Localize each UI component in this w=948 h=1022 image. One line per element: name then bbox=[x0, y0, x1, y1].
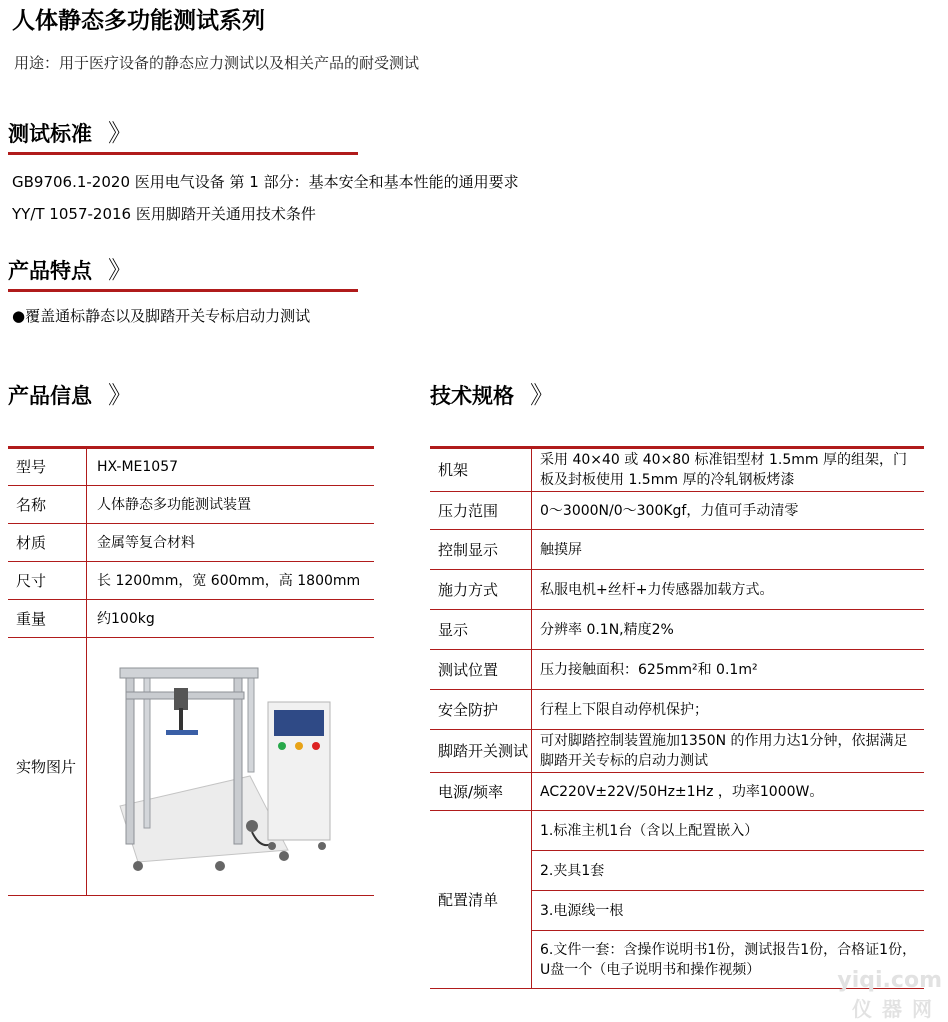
table-row bbox=[8, 562, 374, 600]
standard-item: YY/T 1057-2016 医用脚踏开关通用技术条件 bbox=[12, 205, 316, 223]
product-photo bbox=[87, 638, 375, 896]
standard-item: GB9706.1-2020 医用电气设备 第 1 部分：基本安全和基本性能的通用要求 bbox=[12, 173, 519, 191]
section-specs bbox=[430, 375, 554, 410]
config-item: 3.电源线一根 bbox=[532, 891, 925, 931]
spec-key: 电源/频率 bbox=[430, 773, 532, 811]
table-row bbox=[8, 524, 374, 562]
table-row bbox=[430, 610, 924, 650]
spec-key: 显示 bbox=[430, 610, 532, 650]
config-item: 6.文件一套：含操作说明书1份，测试报告1份，合格证1份，U盘一个（电子说明书和操作视频） bbox=[532, 931, 925, 989]
spec-value: 可对脚踏控制装置施加1350N 的作用力达1分钟，依据满足脚踏开关专标的启动力测试 bbox=[532, 730, 925, 773]
info-key: 名称 bbox=[8, 486, 87, 524]
table-row bbox=[430, 570, 924, 610]
product-info-table bbox=[8, 446, 374, 896]
spec-key: 安全防护 bbox=[430, 690, 532, 730]
page-title: 人体静态多功能测试系列 bbox=[12, 8, 265, 34]
watermark-line2: 仪器网 bbox=[852, 997, 942, 1021]
chevron-right-icon: 》 bbox=[108, 381, 132, 409]
watermark bbox=[837, 968, 942, 1022]
table-row bbox=[430, 492, 924, 530]
info-value: 金属等复合材料 bbox=[87, 524, 375, 562]
table-row bbox=[8, 448, 374, 486]
section-features-title: 产品特点 bbox=[8, 259, 92, 283]
spec-key: 压力范围 bbox=[430, 492, 532, 530]
chevron-right-icon: 》 bbox=[108, 119, 132, 147]
usage-text: 用途：用于医疗设备的静态应力测试以及相关产品的耐受测试 bbox=[14, 54, 420, 72]
divider bbox=[8, 152, 358, 155]
section-features bbox=[8, 250, 132, 285]
spec-value: 采用 40×40 或 40×80 标准铝型材 1.5mm 厚的组架，门板及封板使用 1.5mm 厚的冷轧钢板烤漆 bbox=[532, 448, 925, 492]
table-row bbox=[430, 690, 924, 730]
config-label: 配置清单 bbox=[430, 811, 532, 989]
table-row bbox=[430, 448, 924, 492]
info-value: 人体静态多功能测试装置 bbox=[87, 486, 375, 524]
info-key: 重量 bbox=[8, 600, 87, 638]
section-standards-title: 测试标准 bbox=[8, 122, 92, 146]
spec-key: 机架 bbox=[430, 448, 532, 492]
spec-value: 触摸屏 bbox=[532, 530, 925, 570]
spec-key: 施力方式 bbox=[430, 570, 532, 610]
table-row bbox=[8, 638, 374, 896]
spec-value: 压力接触面积：625mm²和 0.1m² bbox=[532, 650, 925, 690]
divider bbox=[8, 289, 358, 292]
table-row bbox=[430, 730, 924, 773]
spec-key: 脚踏开关测试 bbox=[430, 730, 532, 773]
chevron-right-icon: 》 bbox=[530, 381, 554, 409]
spec-value: 0～3000N/0～300Kgf，力值可手动清零 bbox=[532, 492, 925, 530]
info-value: 长 1200mm，宽 600mm，高 1800mm bbox=[87, 562, 375, 600]
watermark-line1: yiqi.com bbox=[837, 968, 942, 993]
table-row bbox=[430, 811, 924, 851]
spec-key: 测试位置 bbox=[430, 650, 532, 690]
spec-value: 行程上下限自动停机保护； bbox=[532, 690, 925, 730]
section-standards bbox=[8, 113, 132, 148]
section-info bbox=[8, 375, 132, 410]
photo-label: 实物图片 bbox=[8, 638, 87, 896]
info-value: 约100kg bbox=[87, 600, 375, 638]
info-key: 型号 bbox=[8, 448, 87, 486]
section-specs-title: 技术规格 bbox=[430, 384, 514, 408]
info-value: HX-ME1057 bbox=[87, 448, 375, 486]
info-key: 材质 bbox=[8, 524, 87, 562]
chevron-right-icon: 》 bbox=[108, 256, 132, 284]
table-row bbox=[430, 530, 924, 570]
spec-value: 分辨率 0.1N,精度2% bbox=[532, 610, 925, 650]
config-item: 2.夹具1套 bbox=[532, 851, 925, 891]
config-item: 1.标准主机1台（含以上配置嵌入） bbox=[532, 811, 925, 851]
table-row bbox=[430, 650, 924, 690]
spec-value: AC220V±22V/50Hz±1Hz ，功率1000W。 bbox=[532, 773, 925, 811]
spec-key: 控制显示 bbox=[430, 530, 532, 570]
table-row bbox=[430, 773, 924, 811]
table-row bbox=[8, 486, 374, 524]
spec-value: 私服电机+丝杆+力传感器加载方式。 bbox=[532, 570, 925, 610]
section-info-title: 产品信息 bbox=[8, 384, 92, 408]
product-machine-image bbox=[100, 654, 360, 879]
info-key: 尺寸 bbox=[8, 562, 87, 600]
feature-item: ●覆盖通标静态以及脚踏开关专标启动力测试 bbox=[12, 307, 311, 325]
tech-spec-table bbox=[430, 446, 924, 989]
table-row bbox=[8, 600, 374, 638]
